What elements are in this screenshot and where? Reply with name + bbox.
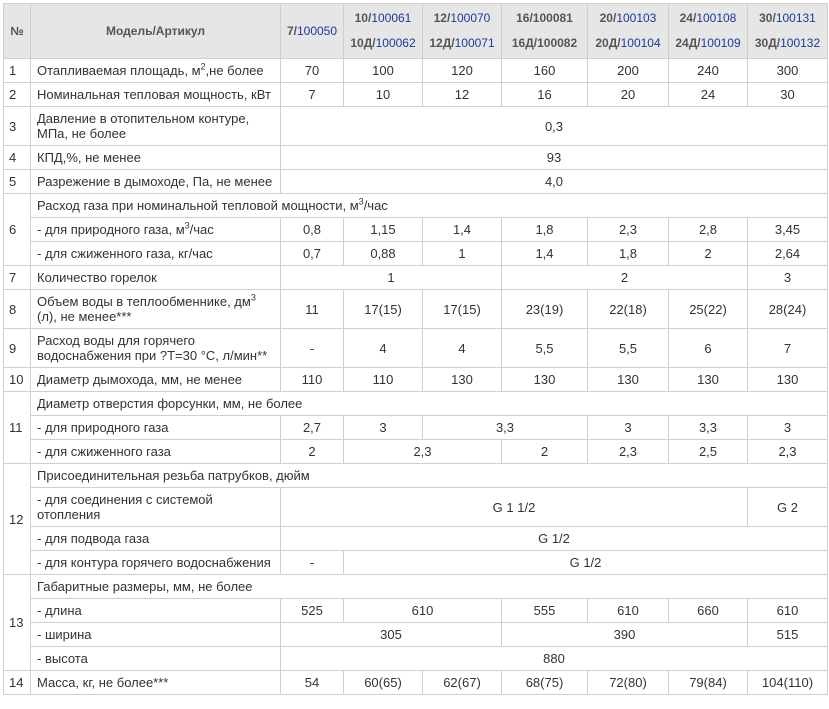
table-row bbox=[4, 266, 828, 290]
cell-value: 79(84) bbox=[669, 671, 748, 695]
article-number: 100061 bbox=[371, 11, 412, 25]
cell-value: 2,5 bbox=[669, 440, 748, 464]
header-row bbox=[4, 4, 828, 59]
cell-value: 20 bbox=[588, 83, 669, 107]
cell-value: 2,3 bbox=[588, 218, 669, 242]
row-number: 11 bbox=[4, 392, 31, 464]
cell-value: 1 bbox=[281, 266, 502, 290]
table-row bbox=[4, 671, 828, 695]
cell-value: 130 bbox=[588, 368, 669, 392]
cell-value: 4,0 bbox=[281, 170, 828, 194]
table-row bbox=[4, 527, 828, 551]
cell-value: 3,3 bbox=[423, 416, 588, 440]
table-row bbox=[4, 146, 828, 170]
model-name: 30Д/ bbox=[754, 36, 781, 50]
row-number: 5 bbox=[4, 170, 31, 194]
cell-value: G 1/2 bbox=[281, 527, 828, 551]
cell-value: 2,3 bbox=[344, 440, 502, 464]
row-label: Диаметр отверстия форсунки, мм, не более bbox=[31, 392, 828, 416]
row-number: 7 bbox=[4, 266, 31, 290]
cell-value: 610 bbox=[748, 599, 828, 623]
table-row bbox=[4, 623, 828, 647]
cell-value: 22(18) bbox=[588, 290, 669, 329]
cell-value: 54 bbox=[281, 671, 344, 695]
model-name: 7/ bbox=[286, 23, 297, 38]
row-label: Отапливаемая площадь, $м^2,не$ более bbox=[31, 59, 281, 83]
article-number: 100062 bbox=[375, 36, 416, 50]
row-label: Объем воды в теплообменнике, $дм^3$ (л), не менее*** bbox=[31, 290, 281, 329]
cell-value: 880 bbox=[281, 647, 828, 671]
cell-value: 2,3 bbox=[588, 440, 669, 464]
cell-value: 6 bbox=[669, 329, 748, 368]
cell-value: - bbox=[281, 329, 344, 368]
cell-value: 240 bbox=[669, 59, 748, 83]
cell-value: 24 bbox=[669, 83, 748, 107]
table-row bbox=[4, 83, 828, 107]
row-number: 10 bbox=[4, 368, 31, 392]
cell-value: 1,4 bbox=[423, 218, 502, 242]
cell-value: 25(22) bbox=[669, 290, 748, 329]
model-name: 20/ bbox=[599, 11, 617, 25]
cell-value: 515 bbox=[748, 623, 828, 647]
cell-value: - bbox=[281, 551, 344, 575]
cell-value: 68(75) bbox=[502, 671, 588, 695]
cell-value: 0,8 bbox=[281, 218, 344, 242]
table-row bbox=[4, 329, 828, 368]
table-row bbox=[4, 575, 828, 599]
row-label: КПД,%, не менее bbox=[31, 146, 281, 170]
header-model-12 bbox=[423, 4, 502, 59]
row-label: Разрежение в дымоходе, Па, не менее bbox=[31, 170, 281, 194]
row-number: 12 bbox=[4, 464, 31, 575]
row-label: Расход воды для горячего водоснабжения при ?T=30 °С, л/мин** bbox=[31, 329, 281, 368]
table-row bbox=[4, 440, 828, 464]
specifications-table bbox=[3, 3, 828, 695]
table-row bbox=[4, 242, 828, 266]
cell-value: 0,3 bbox=[281, 107, 828, 146]
cell-value: 300 bbox=[748, 59, 828, 83]
cell-value: 2,64 bbox=[748, 242, 828, 266]
table-row bbox=[4, 647, 828, 671]
table-row bbox=[4, 290, 828, 329]
row-label: Присоединительная резьба патрубков, дюйм bbox=[31, 464, 828, 488]
table-row bbox=[4, 551, 828, 575]
cell-value: 5,5 bbox=[588, 329, 669, 368]
cell-value: 2 bbox=[502, 266, 748, 290]
row-label: Диаметр дымохода, мм, не менее bbox=[31, 368, 281, 392]
row-sublabel: - для сжиженного газа bbox=[31, 440, 281, 464]
cell-value: 10 bbox=[344, 83, 423, 107]
header-model-30 bbox=[748, 4, 828, 59]
cell-value: 2 bbox=[669, 242, 748, 266]
row-label: Расход газа при номинальной тепловой мощности, $м^3$/час bbox=[31, 194, 828, 218]
cell-value: 28(24) bbox=[748, 290, 828, 329]
cell-value: 2,3 bbox=[748, 440, 828, 464]
row-sublabel: - для природного газа bbox=[31, 416, 281, 440]
model-name: 24/ bbox=[679, 11, 697, 25]
cell-value: 610 bbox=[588, 599, 669, 623]
cell-value: G 1 1/2 bbox=[281, 488, 748, 527]
cell-value: 2 bbox=[281, 440, 344, 464]
header-model-7 bbox=[281, 4, 344, 59]
article-number: 100103 bbox=[616, 11, 657, 25]
cell-value: 130 bbox=[669, 368, 748, 392]
cell-value: 17(15) bbox=[344, 290, 423, 329]
article-number: 100104 bbox=[620, 36, 661, 50]
cell-value: 120 bbox=[423, 59, 502, 83]
row-number: 2 bbox=[4, 83, 31, 107]
row-number: 4 bbox=[4, 146, 31, 170]
model-name: 10/ bbox=[354, 11, 372, 25]
cell-value: 110 bbox=[281, 368, 344, 392]
cell-value: 62(67) bbox=[423, 671, 502, 695]
cell-value: 4 bbox=[344, 329, 423, 368]
table-row bbox=[4, 464, 828, 488]
model-name: 16/100081 bbox=[516, 11, 573, 25]
header-model-24 bbox=[669, 4, 748, 59]
row-sublabel: - ширина bbox=[31, 623, 281, 647]
row-sublabel: - для подвода газа bbox=[31, 527, 281, 551]
cell-value: 660 bbox=[669, 599, 748, 623]
model-name: 10Д/ bbox=[350, 36, 376, 50]
cell-value: 160 bbox=[502, 59, 588, 83]
cell-value: 0,7 bbox=[281, 242, 344, 266]
row-label: Количество горелок bbox=[31, 266, 281, 290]
table-row bbox=[4, 368, 828, 392]
cell-value: 610 bbox=[344, 599, 502, 623]
row-number: 1 bbox=[4, 59, 31, 83]
cell-value: 390 bbox=[502, 623, 748, 647]
model-name: 16Д/100082 bbox=[511, 36, 578, 50]
cell-value: 305 bbox=[281, 623, 502, 647]
cell-value: 11 bbox=[281, 290, 344, 329]
cell-value: 4 bbox=[423, 329, 502, 368]
cell-value: 7 bbox=[281, 83, 344, 107]
cell-value: 0,88 bbox=[344, 242, 423, 266]
header-model-article: Модель/Артикул bbox=[31, 4, 281, 59]
cell-value: 2,8 bbox=[669, 218, 748, 242]
table-row bbox=[4, 194, 828, 218]
article-number: 100132 bbox=[780, 36, 821, 50]
cell-value: 5,5 bbox=[502, 329, 588, 368]
row-number: 13 bbox=[4, 575, 31, 671]
cell-value: 130 bbox=[748, 368, 828, 392]
table-row bbox=[4, 416, 828, 440]
article-number: 100050 bbox=[296, 23, 338, 38]
header-model-16 bbox=[502, 4, 588, 59]
cell-value: 130 bbox=[502, 368, 588, 392]
cell-value: 110 bbox=[344, 368, 423, 392]
cell-value: 3 bbox=[748, 416, 828, 440]
row-sublabel: - для соединения с системой отопления bbox=[31, 488, 281, 527]
row-sublabel: - для контура горячего водоснабжения bbox=[31, 551, 281, 575]
cell-value: 17(15) bbox=[423, 290, 502, 329]
cell-value: 525 bbox=[281, 599, 344, 623]
cell-value: 7 bbox=[748, 329, 828, 368]
cell-value: G 1/2 bbox=[344, 551, 828, 575]
table-row bbox=[4, 599, 828, 623]
row-number: 9 bbox=[4, 329, 31, 368]
table-row bbox=[4, 218, 828, 242]
cell-value: 2,7 bbox=[281, 416, 344, 440]
row-sublabel: - длина bbox=[31, 599, 281, 623]
cell-value: 12 bbox=[423, 83, 502, 107]
row-label: Габаритные размеры, мм, не более bbox=[31, 575, 828, 599]
cell-value: 1,8 bbox=[588, 242, 669, 266]
row-sublabel: - для сжиженного газа, кг/час bbox=[31, 242, 281, 266]
cell-value: 93 bbox=[281, 146, 828, 170]
row-number: 6 bbox=[4, 194, 31, 266]
cell-value: 1,4 bbox=[502, 242, 588, 266]
cell-value: 3 bbox=[588, 416, 669, 440]
article-number: 100109 bbox=[700, 36, 741, 50]
row-label: Масса, кг, не более*** bbox=[31, 671, 281, 695]
cell-value: 1,8 bbox=[502, 218, 588, 242]
article-number: 100070 bbox=[450, 11, 491, 25]
row-number: 8 bbox=[4, 290, 31, 329]
cell-value: 70 bbox=[281, 59, 344, 83]
cell-value: 60(65) bbox=[344, 671, 423, 695]
article-number: 100131 bbox=[775, 11, 816, 25]
cell-value: 16 bbox=[502, 83, 588, 107]
table-row bbox=[4, 107, 828, 146]
model-name: 12Д/ bbox=[429, 36, 455, 50]
model-name: 12/ bbox=[433, 11, 451, 25]
cell-value: 3 bbox=[344, 416, 423, 440]
row-label: Номинальная тепловая мощность, кВт bbox=[31, 83, 281, 107]
model-name: 24Д/ bbox=[675, 36, 701, 50]
cell-value: 3 bbox=[748, 266, 828, 290]
cell-value: 1 bbox=[423, 242, 502, 266]
cell-value: 130 bbox=[423, 368, 502, 392]
row-number: 14 bbox=[4, 671, 31, 695]
row-label: Давление в отопительном контуре, МПа, не более bbox=[31, 107, 281, 146]
row-sublabel: - для природного газа, $м^3$/час bbox=[31, 218, 281, 242]
article-number: 100108 bbox=[696, 11, 737, 25]
header-number: № bbox=[4, 4, 31, 59]
cell-value: 30 bbox=[748, 83, 828, 107]
header-model-20 bbox=[588, 4, 669, 59]
row-number: 3 bbox=[4, 107, 31, 146]
cell-value: 1,15 bbox=[344, 218, 423, 242]
table-row bbox=[4, 488, 828, 527]
cell-value: 555 bbox=[502, 599, 588, 623]
cell-value: 3,3 bbox=[669, 416, 748, 440]
article-number: 100071 bbox=[454, 36, 495, 50]
cell-value: 200 bbox=[588, 59, 669, 83]
model-name: 20Д/ bbox=[595, 36, 621, 50]
cell-value: 23(19) bbox=[502, 290, 588, 329]
cell-value: 3,45 bbox=[748, 218, 828, 242]
cell-value: 72(80) bbox=[588, 671, 669, 695]
table-row bbox=[4, 170, 828, 194]
cell-value: 100 bbox=[344, 59, 423, 83]
cell-value: 2 bbox=[502, 440, 588, 464]
model-name: 30/ bbox=[759, 11, 776, 25]
cell-value: 104(110) bbox=[748, 671, 828, 695]
table-row bbox=[4, 59, 828, 83]
row-sublabel: - высота bbox=[31, 647, 281, 671]
header-model-10 bbox=[344, 4, 423, 59]
table-row bbox=[4, 392, 828, 416]
cell-value: G 2 bbox=[748, 488, 828, 527]
